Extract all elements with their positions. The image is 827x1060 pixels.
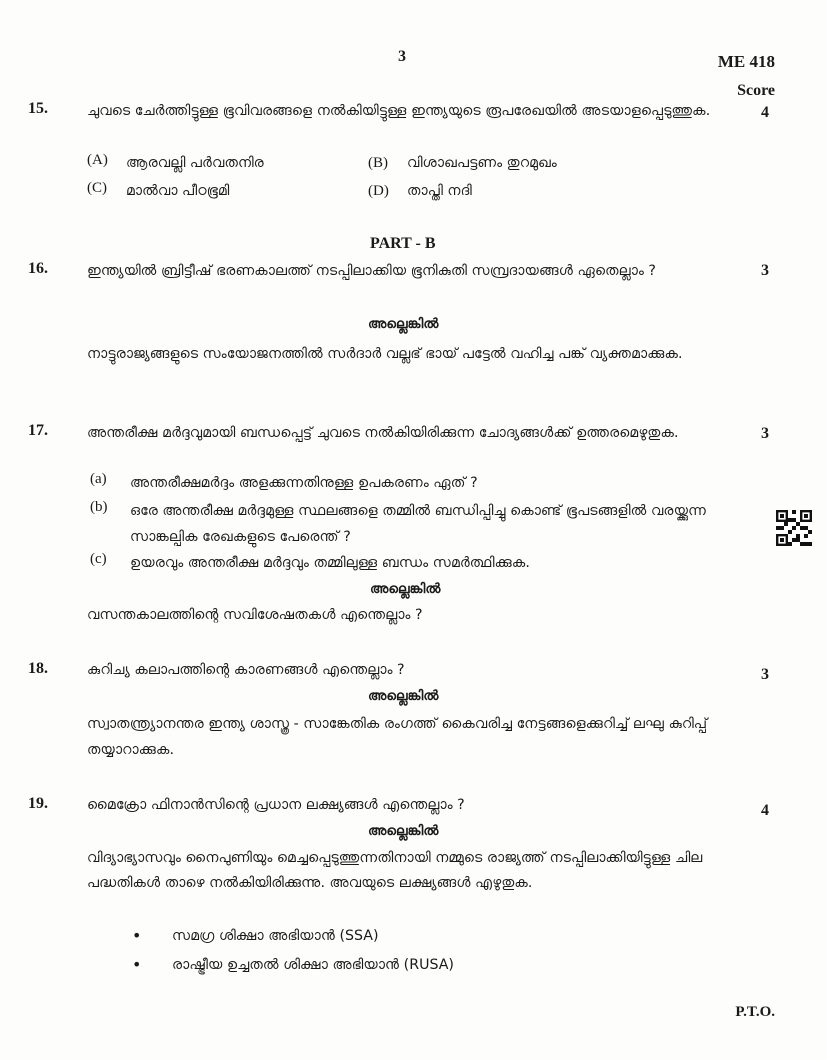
option-d-label: (D) — [368, 183, 389, 199]
question-17-text: അന്തരീക്ഷ മർദ്ദവുമായി ബന്ധപ്പെട്ട് ചുവടെ നൽകിയിരിക്കുന്ന ചോദ്യങ്ങൾക്ക് ഉത്തരമെഴുതുക. — [87, 425, 679, 441]
question-18-score: 3 — [761, 666, 769, 683]
question-18-or: അല്ലെങ്കിൽ — [368, 688, 439, 704]
question-19-alternative: വിദ്യാഭ്യാസവും നൈപുണിയും മെച്ചപ്പെടുത്തുന്നതിനായി നമ്മുടെ രാജ്യത്ത് നടപ്പിലാക്കിയിട്ടുള്ള ചില പദ്ധതികൾ താഴെ നൽകിയിരിക്കുന്നു. അവയുടെ ലക്ഷ്യങ്ങൾ എഴുതുക. — [87, 850, 703, 891]
question-17-score: 3 — [761, 425, 769, 442]
option-b-label: (B) — [368, 155, 388, 171]
qr-code-icon — [776, 510, 812, 546]
question-19-score: 4 — [761, 802, 769, 819]
bullet-1-marker: • — [132, 926, 142, 945]
question-16-number: 16. — [28, 260, 48, 277]
score-header: Score — [737, 82, 775, 99]
question-19-text: മൈക്രോ ഫിനാൻസിന്റെ പ്രധാന ലക്ഷ്യങ്ങൾ എന്തെല്ലാം ? — [87, 797, 465, 813]
question-18-alternative: സ്വാതന്ത്ര്യാനന്തര ഇന്ത്യ ശാസ്ത്ര - സാങ്കേതിക രംഗത്ത് കൈവരിച്ച നേട്ടങ്ങളെക്കുറിച്ച് ലഘു കുറിപ്പ് തയ്യാറാക്കുക. — [87, 716, 708, 758]
paper-code: ME 418 — [717, 52, 775, 71]
question-16-or: അല്ലെങ്കിൽ — [368, 316, 439, 332]
question-19-number: 19. — [28, 795, 48, 812]
bullet-2-marker: • — [132, 955, 142, 974]
question-16-text: ഇന്ത്യയിൽ ബ്രിട്ടീഷ് ഭരണകാലത്ത് നടപ്പിലാക്കിയ ഭൂനികുതി സമ്പ്രദായങ്ങൾ ഏതെല്ലാം ? — [87, 263, 656, 279]
option-c-label: (C) — [87, 180, 107, 196]
option-b-text: വിശാഖപട്ടണം തുറമുഖം — [407, 155, 557, 171]
question-19-or: അല്ലെങ്കിൽ — [368, 823, 439, 839]
question-16-alternative: നാട്ടുരാജ്യങ്ങളുടെ സംയോജനത്തിൽ സർദാർ വല്ലഭ് ഭായ് പട്ടേൽ വഹിച്ച പങ്ക് വ്യക്തമാക്കുക. — [87, 346, 683, 362]
part-a-text: അന്തരീക്ഷമർദ്ദം അളക്കുന്നതിനുള്ള ഉപകരണം ഏത് ? — [130, 475, 478, 491]
question-17-alternative: വസന്തകാലത്തിന്റെ സവിശേഷതകൾ എന്തെല്ലാം ? — [87, 607, 423, 623]
bullet-1-text: സമഗ്ര ശിക്ഷാ അഭിയാൻ (SSA) — [172, 928, 379, 944]
page-number: 3 — [398, 48, 406, 65]
part-c-text: ഉയരവും അന്തരീക്ഷ മർദ്ദവും തമ്മിലുള്ള ബന്ധം സമർത്ഥിക്കുക. — [130, 555, 530, 571]
part-b-heading: PART - B — [370, 235, 436, 252]
question-15-number: 15. — [28, 100, 48, 117]
question-17-or: അല്ലെങ്കിൽ — [370, 581, 441, 597]
bullet-2-text: രാഷ്ട്രീയ ഉച്ചതൽ ശിക്ഷാ അഭിയാൻ (RUSA) — [172, 957, 454, 973]
option-a-label: (A) — [87, 152, 108, 168]
part-c-label: (c) — [90, 551, 107, 567]
part-a-label: (a) — [90, 471, 107, 487]
question-16-score: 3 — [761, 262, 769, 279]
question-17-number: 17. — [28, 422, 48, 439]
page-turn-over: P.T.O. — [735, 1004, 775, 1020]
part-b-text: ഒരേ അന്തരീക്ഷ മർദ്ദമുള്ള സ്ഥലങ്ങളെ തമ്മിൽ ബന്ധിപ്പിച്ചു കൊണ്ട് ഭൂപടങ്ങളിൽ വരയ്ക്കുന്ന സാങ്കല്പിക രേഖകളുടെ പേരെന്ത് ? — [130, 503, 706, 545]
option-c-text: മാൽവാ പീഠഭൂമി — [126, 183, 230, 199]
option-a-text: ആരവല്ലി പർവതനിര — [126, 155, 264, 171]
question-15-text: ചുവടെ ചേർത്തിട്ടുള്ള ഭൂവിവരങ്ങളെ നൽകിയിട്ടുള്ള ഇന്ത്യയുടെ രൂപരേഖയിൽ അടയാളപ്പെടുത്തുക. — [87, 103, 711, 119]
question-18-text: കുറിച്യ കലാപത്തിന്റെ കാരണങ്ങൾ എന്തെല്ലാം ? — [87, 662, 405, 678]
option-d-text: താപ്തി നദി — [407, 183, 472, 199]
part-b-label: (b) — [90, 499, 108, 515]
question-15-score: 4 — [761, 104, 769, 121]
question-18-number: 18. — [28, 660, 48, 677]
